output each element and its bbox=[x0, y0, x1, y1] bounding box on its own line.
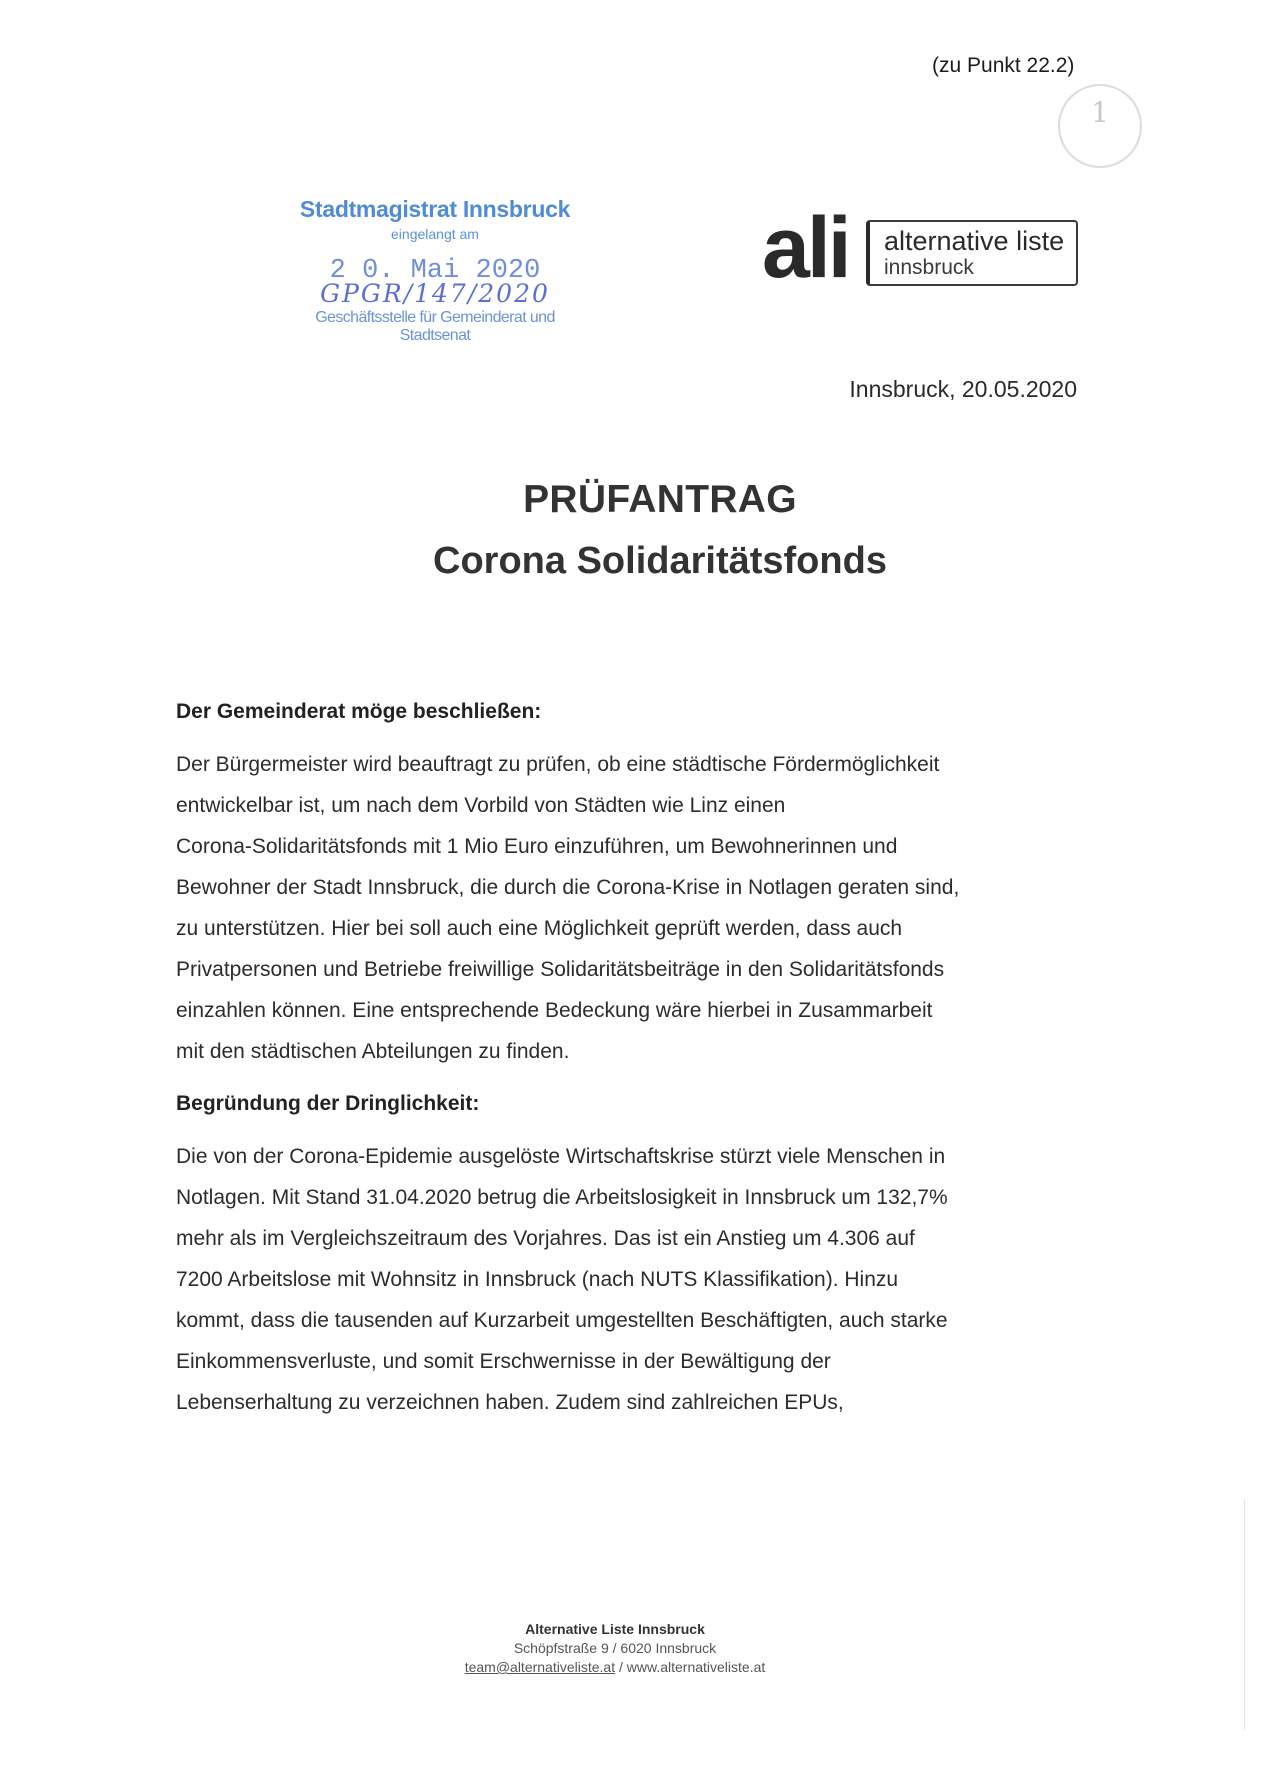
page-footer bbox=[0, 1620, 1230, 1677]
paragraph-line: Corona-Solidaritätsfonds mit 1 Mio Euro einzuführen, um Bewohnerinnen und bbox=[176, 835, 898, 858]
stamp-subtitle: eingelangt am bbox=[391, 226, 479, 242]
logo-text-box bbox=[866, 220, 1078, 286]
footer-website[interactable]: www.alternativeliste.at bbox=[626, 1659, 766, 1675]
paragraph-line: mit den städtischen Abteilungen zu finden. bbox=[176, 1040, 570, 1063]
paragraph-line: mehr als im Vergleichszeitraum des Vorjahres. Das ist ein Anstieg um 4.306 auf bbox=[176, 1227, 915, 1250]
paragraph-line: Notlagen. Mit Stand 31.04.2020 betrug die Arbeitslosigkeit in Innsbruck um 132,7% bbox=[176, 1186, 948, 1209]
document-body bbox=[176, 700, 1076, 1423]
paragraph-line: zu unterstützen. Hier bei soll auch eine Möglichkeit geprüft werden, dass auch bbox=[176, 917, 903, 940]
page-number-circle bbox=[1058, 84, 1142, 168]
footer-contact bbox=[0, 1658, 1230, 1677]
section-heading-urgency: Begründung der Dringlichkeit: bbox=[176, 1092, 480, 1115]
footer-email-link[interactable]: team@alternativeliste.at bbox=[464, 1659, 616, 1675]
section-heading-resolution: Der Gemeinderat möge beschließen: bbox=[176, 700, 542, 723]
paragraph-line: kommt, dass die tausenden auf Kurzarbeit umgestellten Beschäftigten, auch starke bbox=[176, 1309, 948, 1332]
logo-mark: ali bbox=[762, 200, 849, 296]
footer-organization: Alternative Liste Innsbruck bbox=[525, 1621, 705, 1637]
stamp-office: Geschäftsstelle für Gemeinderat und Stadtsenat bbox=[315, 309, 555, 344]
paragraph-resolution bbox=[176, 744, 1076, 1072]
paragraph-line: Privatpersonen und Betriebe freiwillige Solidaritätsbeiträge in den Solidaritätsfonds bbox=[176, 958, 945, 981]
paragraph-line: einzahlen können. Eine entsprechende Bedeckung wäre hierbei in Zusammarbeit bbox=[176, 999, 933, 1022]
document-title bbox=[0, 478, 1278, 583]
title-line-2: Corona Solidaritätsfonds bbox=[433, 540, 887, 582]
page-number-mark: 1 bbox=[1091, 96, 1109, 129]
footer-separator: / bbox=[615, 1659, 627, 1675]
paragraph-line: Lebenserhaltung zu verzeichnen haben. Zudem sind zahlreichen EPUs, bbox=[176, 1391, 844, 1414]
paragraph-line: 7200 Arbeitslose mit Wohnsitz in Innsbruck (nach NUTS Klassifikation). Hinzu bbox=[176, 1268, 899, 1291]
title-line-1: PRÜFANTRAG bbox=[523, 478, 797, 521]
paragraph-line: Einkommensverluste, und somit Erschwernisse in der Bewältigung der bbox=[176, 1350, 831, 1373]
footer-address: Schöpfstraße 9 / 6020 Innsbruck bbox=[513, 1640, 717, 1656]
paragraph-line: Die von der Corona-Epidemie ausgelöste Wirtschaftskrise stürzt viele Menschen in bbox=[176, 1145, 946, 1168]
stamp-handwritten-reference: GPGR/147/2020 bbox=[320, 279, 550, 308]
paragraph-line: entwickelbar ist, um nach dem Vorbild von Städten wie Linz einen bbox=[176, 794, 786, 817]
stamp-date: 2 0. Mai 2020 bbox=[329, 256, 541, 286]
logo-line-1: alternative liste bbox=[884, 226, 1065, 256]
receipt-stamp bbox=[280, 196, 590, 345]
logo-line-2: innsbruck bbox=[884, 256, 974, 279]
paragraph-line: Der Bürgermeister wird beauftragt zu prüfen, ob eine städtische Fördermöglichkeit bbox=[176, 753, 940, 776]
agenda-reference: (zu Punkt 22.2) bbox=[932, 54, 1075, 77]
paragraph-line: Bewohner der Stadt Innsbruck, die durch die Corona-Krise in Notlagen geraten sind, bbox=[176, 876, 960, 899]
scan-edge-line bbox=[1244, 1500, 1245, 1730]
stamp-title: Stadtmagistrat Innsbruck bbox=[299, 196, 571, 222]
paragraph-urgency bbox=[176, 1136, 1076, 1423]
place-date: Innsbruck, 20.05.2020 bbox=[849, 376, 1077, 402]
